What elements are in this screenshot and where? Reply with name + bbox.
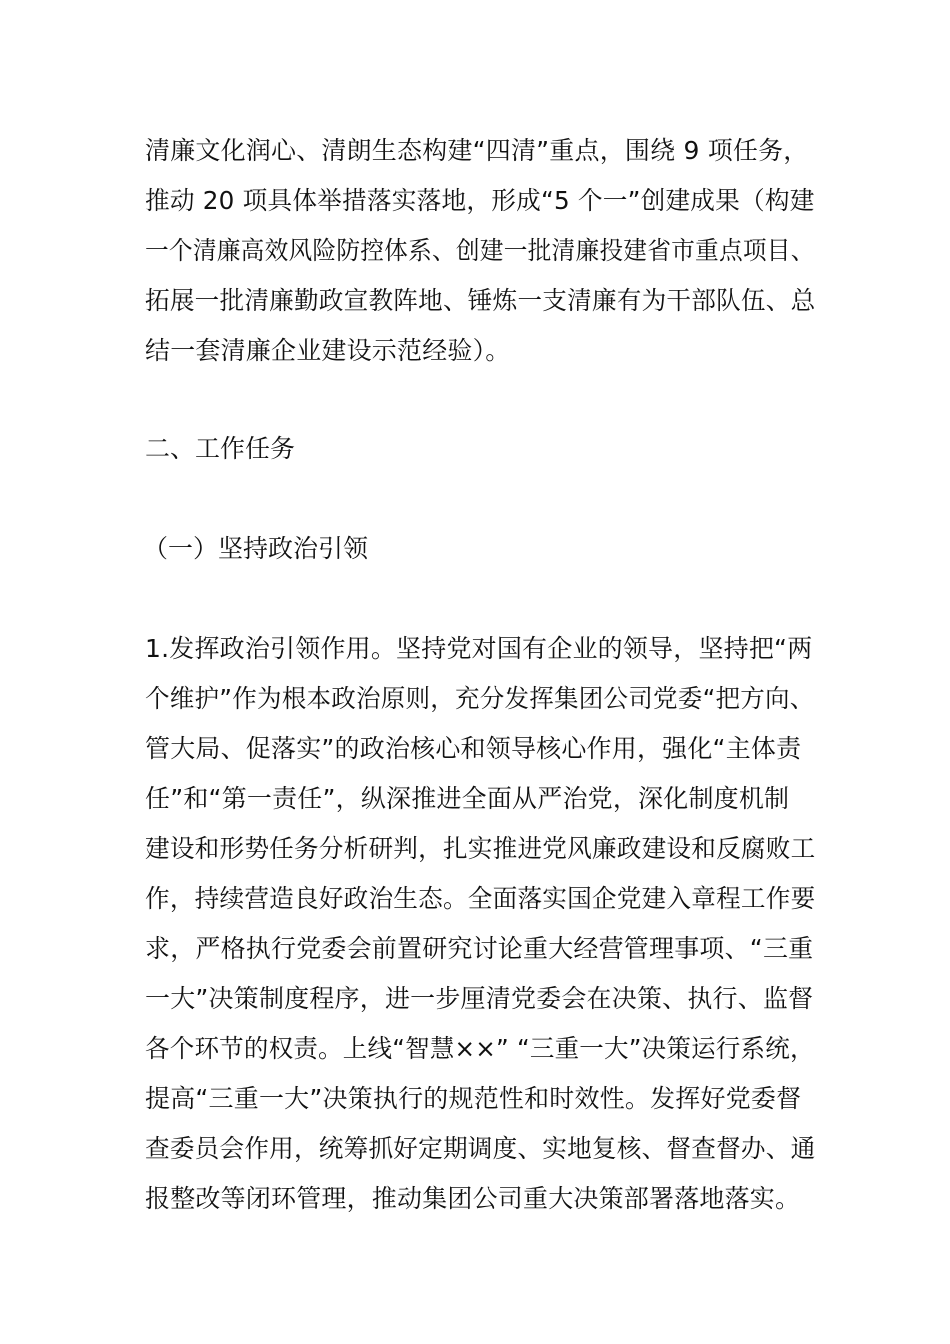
- body-line-5: 建设和形势任务分析研判，扎实推进党风廉政建设和反腐败工: [145, 834, 816, 863]
- body-line-8: 一大”决策制度程序，进一步厘清党委会在决策、执行、监督: [145, 984, 814, 1013]
- intro-line-2: 推动 20 项具体举措落实落地，形成“5 个一”创建成果（构建: [145, 186, 815, 215]
- body-line-2: 个维护”作为根本政治原则，充分发挥集团公司党委“把方向、: [145, 684, 815, 713]
- body-line-11: 查委员会作用，统筹抓好定期调度、实地复核、督查督办、通: [145, 1134, 816, 1163]
- body-line-7: 求，严格执行党委会前置研究讨论重大经营管理事项、“三重: [145, 934, 814, 963]
- body-line-12: 报整改等闭环管理，推动集团公司重大决策部署落地落实。: [145, 1184, 801, 1213]
- body-line-6: 作，持续营造良好政治生态。全面落实国企党建入章程工作要: [145, 884, 816, 913]
- body-line-10: 提高“三重一大”决策执行的规范性和时效性。发挥好党委督: [145, 1084, 802, 1113]
- body-line-9: 各个环节的权责。上线“智慧××” “三重一大”决策运行系统，: [145, 1034, 815, 1063]
- subsection-heading: （一）坚持政治引领: [143, 534, 369, 563]
- body-line-4: 任”和“第一责任”，纵深推进全面从严治党，深化制度机制: [145, 784, 790, 813]
- intro-line-1: 清廉文化润心、清朗生态构建“四清”重点，围绕 9 项任务，: [145, 136, 809, 165]
- body-line-1: 1.发挥政治引领作用。坚持党对国有企业的领导，坚持把“两: [145, 634, 813, 663]
- intro-line-3: 一个清廉高效风险防控体系、创建一批清廉投建省市重点项目、: [145, 236, 815, 265]
- intro-line-4: 拓展一批清廉勤政宣教阵地、锤炼一支清廉有为干部队伍、总: [145, 286, 816, 315]
- body-line-3: 管大局、促落实”的政治核心和领导核心作用，强化“主体责: [145, 734, 802, 763]
- intro-line-5: 结一套清廉企业建设示范经验）。: [145, 336, 511, 365]
- section-heading: 二、工作任务: [145, 434, 296, 463]
